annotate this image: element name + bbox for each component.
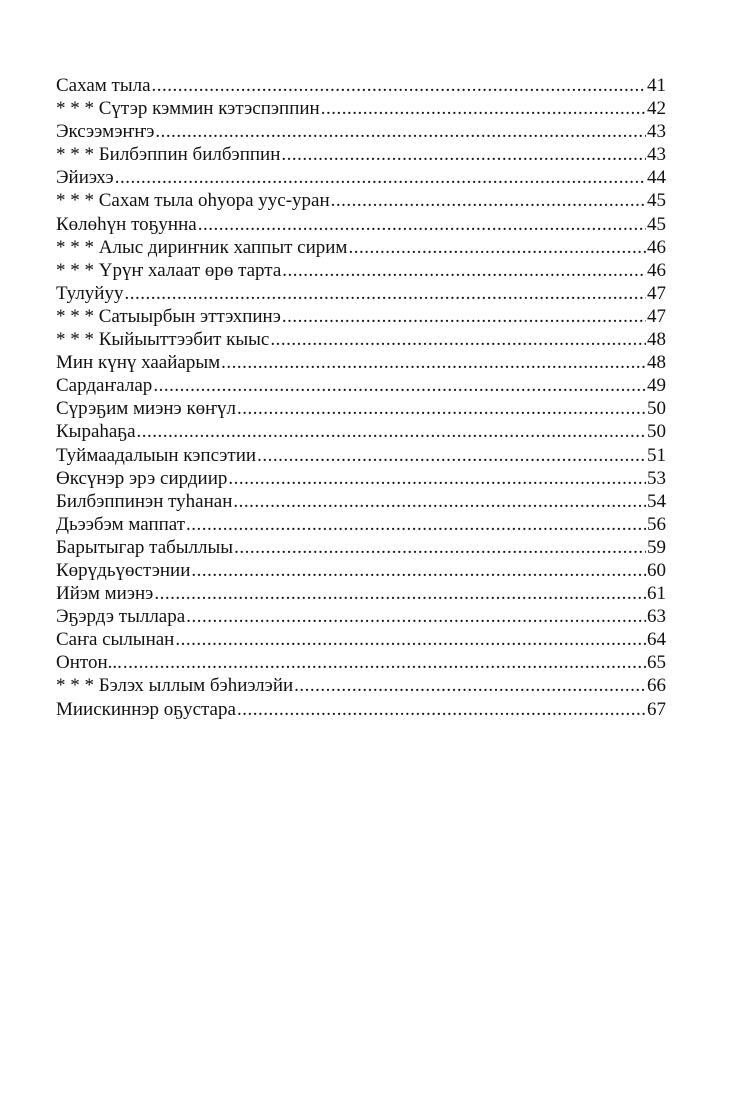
- toc-entry-page: 54: [647, 490, 666, 512]
- toc-entry: [56, 97, 666, 120]
- dot-leader: [331, 189, 646, 212]
- toc-entry-page: 46: [647, 236, 666, 258]
- toc-entry-page: 47: [647, 282, 666, 304]
- dot-leader: [270, 328, 646, 351]
- toc-entry: [56, 143, 666, 166]
- toc-entry-title: Эҕэрдэ тыллара: [56, 606, 186, 628]
- toc-entry: [56, 351, 666, 374]
- toc-entry-title: * * * Билбэппин билбэппин: [56, 144, 281, 166]
- toc-entry-page: 59: [647, 536, 666, 558]
- dot-leader: [124, 282, 646, 305]
- toc-entry-page: 51: [647, 444, 666, 466]
- toc-entry-title: * * * Алыс дириҥник хаппыт сирим: [56, 236, 348, 258]
- toc-entry-title: Миискиннэр оҕустара: [56, 698, 236, 720]
- toc-entry-page: 66: [647, 675, 666, 697]
- toc-entry: [56, 189, 666, 212]
- toc-entry-page: 46: [647, 259, 666, 281]
- dot-leader: [321, 97, 646, 120]
- toc-entry-page: 65: [647, 652, 666, 674]
- toc-entry-page: 43: [647, 121, 666, 143]
- dot-leader: [115, 166, 646, 189]
- dot-leader: [282, 305, 646, 328]
- toc-entry-title: Сахам тыла: [56, 75, 151, 96]
- toc-entry-page: 60: [647, 559, 666, 581]
- dot-leader: [186, 513, 646, 536]
- toc-entry: [56, 467, 666, 490]
- dot-leader: [123, 651, 646, 674]
- toc-entry-title: Эксээмэҥҥэ: [56, 121, 155, 143]
- toc-entry: [56, 420, 666, 443]
- toc-entry: [56, 513, 666, 536]
- toc-entry-page: 64: [647, 629, 666, 651]
- toc-entry: [56, 74, 666, 97]
- dot-leader: [257, 444, 646, 467]
- toc-entry: [56, 651, 666, 674]
- toc-entry: [56, 536, 666, 559]
- toc-entry: [56, 236, 666, 259]
- dot-leader: [228, 467, 646, 490]
- toc-entry-title: * * * Сатыырбын эттэхпинэ: [56, 305, 281, 327]
- toc-entry-title: * * * Бэлэх ыллым бэһиэлэйи: [56, 675, 294, 697]
- toc-entry-title: * * * Сүтэр кэммин кэтэспэппин: [56, 98, 320, 120]
- toc-entry-title: Барытыгар табыллыы: [56, 536, 234, 558]
- table-of-contents: [56, 74, 666, 721]
- dot-leader: [154, 582, 646, 605]
- toc-entry-page: 61: [647, 583, 666, 605]
- toc-entry: [56, 559, 666, 582]
- toc-entry: [56, 490, 666, 513]
- toc-entry-page: 48: [647, 329, 666, 351]
- toc-entry-page: 44: [647, 167, 666, 189]
- dot-leader: [294, 674, 646, 697]
- toc-entry-title: Тулуйуу: [56, 282, 124, 304]
- toc-entry-page: 47: [647, 305, 666, 327]
- toc-entry: [56, 397, 666, 420]
- dot-leader: [348, 236, 646, 259]
- toc-entry: [56, 628, 666, 651]
- toc-entry-page: 67: [647, 698, 666, 720]
- toc-entry-title: Көлөһүн тоҕунна: [56, 213, 197, 235]
- dot-leader: [152, 74, 646, 97]
- toc-entry-page: 43: [647, 144, 666, 166]
- dot-leader: [153, 374, 646, 397]
- dot-leader: [221, 351, 646, 374]
- toc-entry-page: 50: [647, 398, 666, 420]
- toc-entry-page: 63: [647, 606, 666, 628]
- toc-entry: [56, 282, 666, 305]
- toc-entry: [56, 582, 666, 605]
- toc-entry: [56, 259, 666, 282]
- dot-leader: [198, 213, 646, 236]
- toc-entry-title: * * * Кыйыыттээбит кыыс: [56, 329, 270, 351]
- toc-entry-title: Дьээбэм маппат: [56, 513, 186, 535]
- toc-entry-title: Саҥа сылынан: [56, 629, 175, 651]
- toc-entry: [56, 674, 666, 697]
- dot-leader: [175, 628, 646, 651]
- toc-entry-page: 48: [647, 352, 666, 374]
- toc-entry-page: 45: [647, 190, 666, 212]
- toc-entry-title: * * * Сахам тыла оһуора уус-уран: [56, 190, 330, 212]
- toc-entry: [56, 374, 666, 397]
- toc-entry-title: Ийэм миэнэ: [56, 583, 154, 605]
- dot-leader: [186, 605, 646, 628]
- dot-leader: [233, 490, 646, 513]
- toc-entry: [56, 120, 666, 143]
- toc-entry-title: Эйиэхэ: [56, 167, 114, 189]
- toc-entry-title: Кыраһаҕа: [56, 421, 136, 443]
- toc-entry: [56, 444, 666, 467]
- toc-entry-title: Мин күнү хаайарым: [56, 352, 221, 374]
- toc-entry: [56, 213, 666, 236]
- dot-leader: [281, 143, 646, 166]
- toc-entry-page: 53: [647, 467, 666, 489]
- toc-entry-page: 56: [647, 513, 666, 535]
- toc-entry-page: 42: [647, 98, 666, 120]
- toc-entry-title: Көрүдьүөстэнии: [56, 559, 191, 581]
- toc-entry-page: 50: [647, 421, 666, 443]
- toc-entry-title: Сардаҥалар: [56, 375, 153, 397]
- toc-entry-title: * * * Үрүҥ халаат өрө тарта: [56, 259, 282, 281]
- toc-entry: [56, 166, 666, 189]
- toc-entry-title: Сүрэҕим миэнэ көҥүл: [56, 398, 236, 420]
- toc-entry: [56, 328, 666, 351]
- toc-entry: [56, 605, 666, 628]
- toc-entry-page: 45: [647, 213, 666, 235]
- dot-leader: [191, 559, 646, 582]
- toc-entry-title: Өксүнэр эрэ сирдиир: [56, 467, 228, 489]
- dot-leader: [237, 397, 646, 420]
- toc-entry-page: 41: [647, 75, 666, 96]
- dot-leader: [155, 120, 646, 143]
- toc-entry-title: Билбэппинэн туһанан: [56, 490, 233, 512]
- dot-leader: [234, 536, 646, 559]
- toc-entry: [56, 305, 666, 328]
- toc-entry-title: Онтон...: [56, 652, 122, 674]
- toc-entry: [56, 698, 666, 721]
- dot-leader: [282, 259, 646, 282]
- dot-leader: [137, 420, 646, 443]
- toc-entry-title: Туймаадалыын кэпсэтии: [56, 444, 257, 466]
- dot-leader: [237, 698, 646, 721]
- toc-entry-page: 49: [647, 375, 666, 397]
